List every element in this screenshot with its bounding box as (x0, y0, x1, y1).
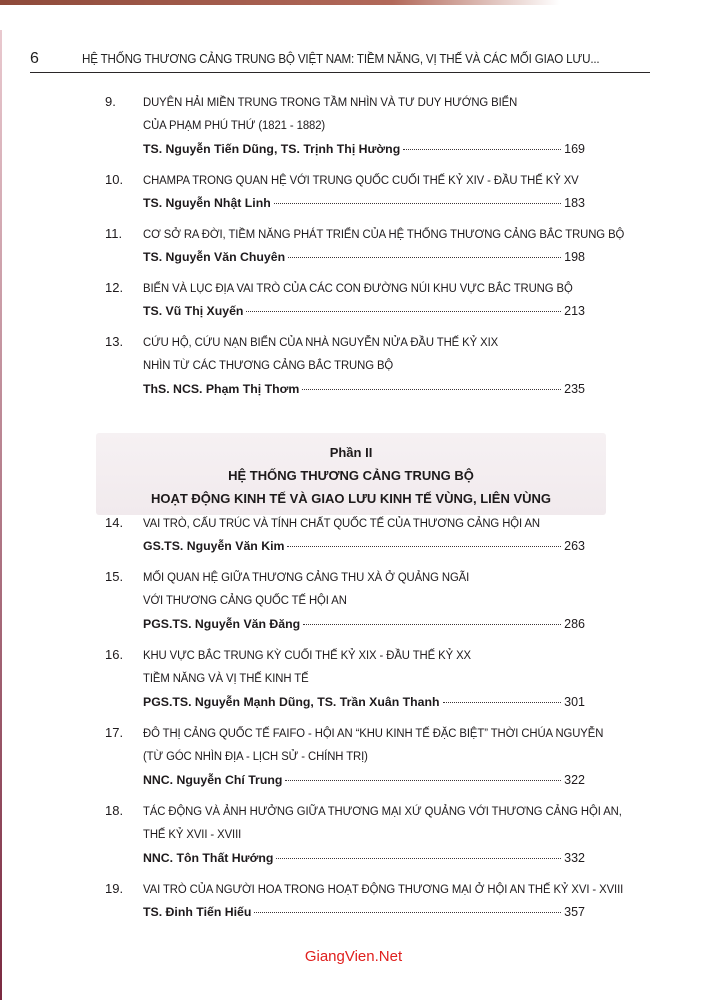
entry-author: GS.TS. Nguyễn Văn Kim (143, 539, 285, 553)
entry-title: VAI TRÒ CỦA NGƯỜI HOA TRONG HOẠT ĐỘNG THƯƠNG MẠI Ở HỘI AN THẾ KỶ XVI - XVIII (143, 882, 624, 896)
toc-part1 (105, 94, 625, 412)
entry-title: THẾ KỶ XVII - XVIII (143, 827, 242, 841)
dot-leader (287, 545, 561, 547)
entry-number: 14. (105, 515, 124, 530)
entry-page: 183 (564, 196, 585, 210)
dot-leader (303, 623, 561, 625)
entry-author: TS. Đinh Tiến Hiếu (143, 905, 252, 919)
entry-number: 19. (105, 881, 124, 896)
entry-number: 17. (105, 725, 124, 740)
toc-entry[interactable] (105, 334, 585, 406)
entry-page: 169 (564, 142, 585, 156)
entry-author: NNC. Nguyễn Chí Trung (143, 773, 283, 787)
dot-leader (285, 779, 561, 781)
dot-leader (254, 911, 561, 913)
entry-author: TS. Nguyễn Tiến Dũng, TS. Trịnh Thị Hường (143, 142, 401, 156)
page-left-edge (0, 30, 2, 1000)
entry-page: 301 (564, 695, 585, 709)
dot-leader (288, 256, 561, 258)
toc-entry[interactable] (105, 172, 585, 220)
dot-leader (276, 857, 561, 859)
running-title: HỆ THỐNG THƯƠNG CẢNG TRUNG BỘ VIỆT NAM: TIỀM NĂNG, VỊ THẾ VÀ CÁC MỐI GIAO LƯU... (82, 52, 600, 66)
entry-number: 12. (105, 280, 124, 295)
dot-leader (443, 701, 562, 703)
toc-entry[interactable] (105, 515, 585, 563)
entry-page: 332 (564, 851, 585, 865)
entry-author: ThS. NCS. Phạm Thị Thơm (143, 382, 300, 396)
entry-number: 10. (105, 172, 124, 187)
entry-page: 286 (564, 617, 585, 631)
entry-number: 15. (105, 569, 124, 584)
entry-title: KHU VỰC BẮC TRUNG KỲ CUỐI THẾ KỶ XIX - ĐẦU THẾ KỶ XX (143, 648, 472, 662)
entry-title: CƠ SỞ RA ĐỜI, TIỀM NĂNG PHÁT TRIỂN CỦA HỆ THỐNG THƯƠNG CẢNG BẮC TRUNG BỘ (143, 227, 625, 241)
entry-author: PGS.TS. Nguyễn Văn Đăng (143, 617, 301, 631)
page-number: 6 (30, 50, 39, 67)
entry-title: CỨU HỘ, CỨU NẠN BIỂN CỦA NHÀ NGUYỄN NỬA ĐẦU THẾ KỶ XIX (143, 335, 499, 349)
entry-number: 16. (105, 647, 124, 662)
toc-entry[interactable] (105, 226, 625, 274)
part-heading (96, 433, 606, 515)
entry-title: VAI TRÒ, CẤU TRÚC VÀ TÍNH CHẤT QUỐC TẾ CỦA THƯƠNG CẢNG HỘI AN (143, 516, 540, 530)
entry-author: TS. Vũ Thị Xuyến (143, 304, 244, 318)
part-label: Phần II (329, 445, 373, 460)
toc-entry[interactable] (105, 647, 585, 719)
entry-page: 322 (564, 773, 585, 787)
entry-title: TIỀM NĂNG VÀ VỊ THẾ KINH TẾ (143, 671, 309, 685)
entry-title: MỐI QUAN HỆ GIỮA THƯƠNG CẢNG THU XÀ Ở QUẢNG NGÃI (143, 570, 470, 584)
toc-entry[interactable] (105, 725, 604, 797)
page-top-edge (0, 0, 560, 5)
entry-title: NHÌN TỪ CÁC THƯƠNG CẢNG BẮC TRUNG BỘ (143, 358, 394, 372)
entry-page: 263 (564, 539, 585, 553)
entry-title: TÁC ĐỘNG VÀ ẢNH HƯỞNG GIỮA THƯƠNG MẠI XỨ QUẢNG VỚI THƯƠNG CẢNG HỘI AN, (143, 804, 622, 818)
part-title-line1: HỆ THỐNG THƯƠNG CẢNG TRUNG BỘ (228, 468, 474, 483)
entry-number: 9. (105, 94, 116, 109)
toc-entry[interactable] (105, 569, 585, 641)
entry-number: 18. (105, 803, 124, 818)
dot-leader (246, 310, 561, 312)
watermark: GiangVien.Net (304, 948, 403, 965)
entry-author: TS. Nguyễn Văn Chuyên (143, 250, 286, 264)
entry-title: ĐÔ THỊ CẢNG QUỐC TẾ FAIFO - HỘI AN “KHU KINH TẾ ĐẶC BIỆT” THỜI CHÚA NGUYỄN (143, 726, 604, 740)
toc-part2 (105, 515, 624, 935)
entry-page: 198 (564, 250, 585, 264)
entry-title: VỚI THƯƠNG CẢNG QUỐC TẾ HỘI AN (143, 593, 347, 607)
toc-entry[interactable] (105, 94, 585, 166)
entry-author: TS. Nguyễn Nhật Linh (143, 196, 271, 210)
part-title-line2: HOẠT ĐỘNG KINH TẾ VÀ GIAO LƯU KINH TẾ VÙNG, LIÊN VÙNG (150, 491, 552, 506)
entry-title: (TỪ GÓC NHÌN ĐỊA - LỊCH SỬ - CHÍNH TRỊ) (143, 749, 368, 763)
entry-number: 11. (105, 226, 123, 241)
entry-number: 13. (105, 334, 124, 349)
toc-entry[interactable] (105, 803, 622, 875)
dot-leader (403, 148, 561, 150)
entry-title: BIỂN VÀ LỤC ĐỊA VAI TRÒ CỦA CÁC CON ĐƯỜNG NÚI KHU VỰC BẮC TRUNG BỘ (143, 281, 573, 295)
entry-title: CHAMPA TRONG QUAN HỆ VỚI TRUNG QUỐC CUỐI THẾ KỶ XIV - ĐẦU THẾ KỶ XV (143, 173, 579, 187)
entry-title: CỦA PHẠM PHÚ THỨ (1821 - 1882) (143, 118, 326, 132)
entry-page: 357 (564, 905, 585, 919)
entry-title: DUYÊN HẢI MIỀN TRUNG TRONG TẦM NHÌN VÀ TƯ DUY HƯỚNG BIỂN (143, 95, 518, 109)
dot-leader (274, 202, 561, 204)
toc-entry[interactable] (105, 280, 585, 328)
toc-entry[interactable] (105, 881, 624, 929)
running-header (30, 46, 650, 73)
entry-page: 235 (564, 382, 585, 396)
entry-page: 213 (564, 304, 585, 318)
dot-leader (302, 388, 561, 390)
entry-author: NNC. Tôn Thất Hướng (143, 851, 274, 865)
entry-author: PGS.TS. Nguyễn Mạnh Dũng, TS. Trần Xuân Thanh (143, 695, 440, 709)
